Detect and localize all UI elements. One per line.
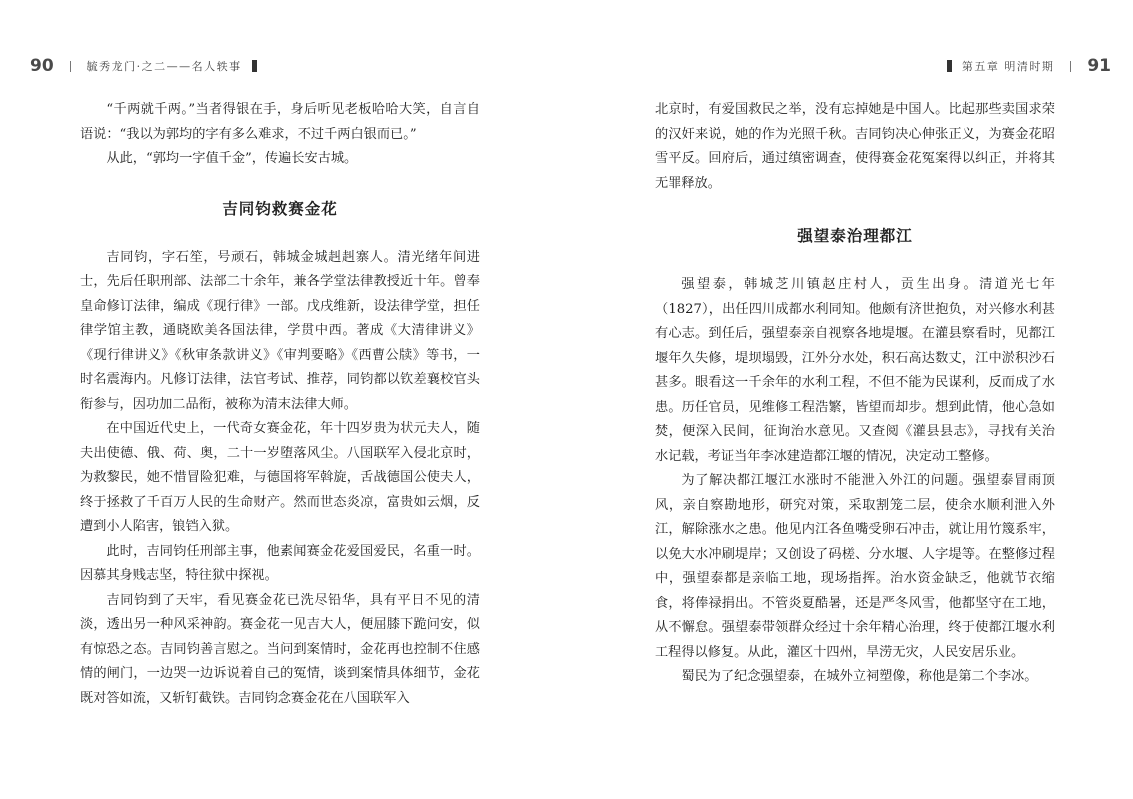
paragraph: 在中国近代史上，一代奇女赛金花，年十四岁贵为状元夫人，随夫出使德、俄、荷、奥，二十一岁堕落风尘。八国联军入侵北京时，为救黎民，她不惜冒险犯难，与德国将军斡旋，舌战德国公使夫人，终于拯救了千百万人民的生命财产。然而世态炎凉，富贵如云烟，反遭到小人陷害，锒铛入狱。 [80,421,480,534]
section-heading: 吉同钧救赛金花 [222,199,338,218]
section-heading: 强望泰治理都江 [797,227,913,245]
paragraph: 此时，吉同钧任刑部主事，他素闻赛金花爱国爱民，名重一时。因慕其身贱志坚，特往狱中探视。 [80,543,480,583]
paragraph: 为了解决都江堰江水涨时不能泄入外江的问题。强望泰冒雨顶风，亲自察勘地形，研究对策，采取割笼二层，使余水顺利泄入外江，解除涨水之患。他见内江各鱼嘴受卵石冲击，就让用竹篾系牢，以免大水冲刷堤岸；又创设了码槎、分水堰、人字堤等。在整修过程中，强望泰都是亲临工地，现场指挥。治水资金缺乏，他就节衣缩食，将俸禄捐出。不管炎夏酷暑，还是严冬风雪，他都坚守在工地，从不懈怠。强望泰带领群众经过十余年精心治理，终于使都江堰水利工程得以修复。从此，灌区十四州，旱涝无灾，人民安居乐业。 [655,473,1055,660]
header-divider [70,61,71,72]
paragraph: 强望泰，韩城芝川镇赵庄村人，贡生出身。清道光七年（1827），出任四川成都水利同知。他颇有济世抱负，对兴修水利甚有心志。到任后，强望泰亲自视察各地堤堰。在灌县察看时，见都江堰年久失修，堤坝塌毁，江外分水处，积石高达数丈，江中淤积沙石甚多。眼看这一千余年的水利工程，不但不能为民谋利，反而成了水患。历任官员，见维修工程浩繁，皆望而却步。想到此情，他心急如焚，便深入民间，征询治水意见。又查阅《灌县县志》，寻找有关治水记载，考证当年李冰建造都江堰的情况，决定动工整修。 [655,277,1055,464]
right-page [567,0,1133,799]
paragraph: 蜀民为了纪念强望泰，在城外立祠塑像，称他是第二个李冰。 [681,669,1038,684]
right-top-paragraphs [655,98,1055,196]
left-page-body [80,98,480,711]
running-title: 第五章 明清时期 [961,60,1055,73]
header-marker-icon [252,60,257,72]
page-number: 90 [30,56,54,76]
left-page-header [30,54,267,78]
page-number: 91 [1087,56,1111,76]
paragraph: 从此，“郭均一字值千金”，传遍长安古城。 [106,151,358,166]
paragraph: 吉同钧，字石笙，号顽石，韩城金城赳赳寨人。清光绪年间进士，先后任职刑部、法部二十余年，兼各学堂法律教授近十年。曾奉皇命修订法律，编成《现行律》一部。戊戌维新，设法律学堂，担任律学馆主教，通晓欧美各国法律，学贯中西。著成《大清律讲义》《现行律讲义》《秋审条款讲义》《审判要略》《西曹公牍》等书，一时名震海内。凡修订法律，法官考试、推荐，同钧都以钦差襄校官头衔参与，因功加二品衔，被称为清末法律大师。 [80,249,480,412]
right-bottom-paragraphs [655,273,1055,690]
right-page-header [937,54,1111,78]
left-top-paragraphs [80,98,480,172]
running-title: 毓秀龙门·之二——名人轶事 [86,60,242,73]
right-page-body [655,98,1055,690]
left-page [0,0,566,799]
paragraph: 吉同钧到了天牢，看见赛金花已洗尽铅华，具有平日不见的清淡，透出另一种风采神韵。赛金花一见吉大人，便屈膝下跪问安，似有惊恐之态。吉同钧善言慰之。当问到案情时，金花再也控制不住感情的闸门，一边哭一边诉说着自己的冤情，谈到案情具体细节，金花既对答如流，又斩钉截铁。吉同钧念赛金花在八国联军入 [80,592,480,706]
header-divider [1070,61,1071,72]
header-marker-icon [947,60,952,72]
paragraph: “千两就千两。”当者得银在手，身后听见老板哈哈大笑，自言自语说：“我以为郭均的字有多么难求，不过千两白银而已。” [80,102,480,142]
paragraph: 北京时，有爱国救民之举，没有忘掉她是中国人。比起那些卖国求荣的汉奸来说，她的作为光照千秋。吉同钧决心伸张正义，为赛金花昭雪平反。回府后，通过缜密调查，使得赛金花冤案得以纠正，并将其无罪释放。 [655,102,1055,191]
left-bottom-paragraphs [80,246,480,712]
